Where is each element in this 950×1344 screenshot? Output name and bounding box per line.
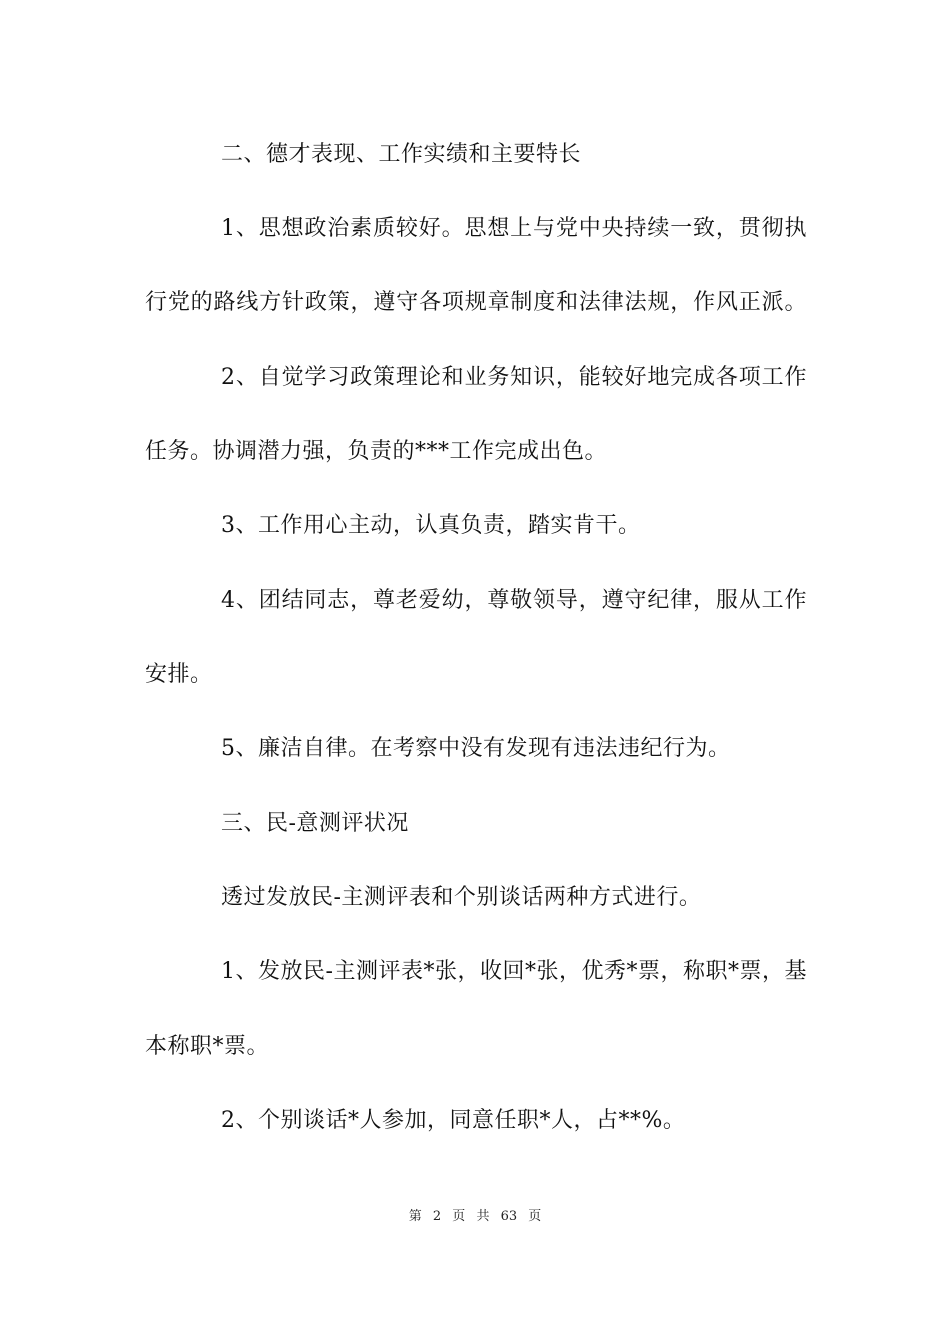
paragraph-line: 4、团结同志，尊老爱幼，尊敬领导，遵守纪律，服从工作: [221, 588, 807, 613]
paragraph-line: 3、工作用心主动，认真负责，踏实肯干。: [221, 513, 641, 538]
footer-label: 页: [528, 1209, 542, 1224]
section-heading-3: 三、民-意测评状况: [221, 811, 409, 836]
paragraph-line: 透过发放民-主测评表和个别谈话两种方式进行。: [221, 885, 702, 910]
paragraph-line: 2、个别谈话*人参加，同意任职*人，占**%。: [221, 1108, 686, 1133]
footer-page-number: 2: [432, 1209, 442, 1224]
footer-label: 共: [476, 1209, 490, 1224]
paragraph-line: 1、思想政治素质较好。思想上与党中央持续一致，贯彻执: [221, 216, 807, 241]
paragraph-line: 本称职*票。: [145, 1034, 270, 1059]
section-heading-2: 二、德才表现、工作实绩和主要特长: [221, 142, 582, 167]
page-footer: [0, 1208, 950, 1226]
paragraph-line: 1、发放民-主测评表*张，收回*张，优秀*票，称职*票，基: [221, 959, 807, 984]
footer-label: 页: [452, 1209, 466, 1224]
paragraph-line: 安排。: [145, 662, 213, 687]
footer-total-pages: 63: [500, 1209, 518, 1224]
footer-label: 第: [408, 1209, 422, 1224]
paragraph-line: 2、自觉学习政策理论和业务知识，能较好地完成各项工作: [221, 365, 807, 390]
paragraph-line: 行党的路线方针政策，遵守各项规章制度和法律法规，作风正派。: [145, 290, 807, 315]
paragraph-line: 5、廉洁自律。在考察中没有发现有违法违纪行为。: [221, 736, 731, 761]
paragraph-line: 任务。协调潜力强，负责的***工作完成出色。: [145, 439, 608, 464]
